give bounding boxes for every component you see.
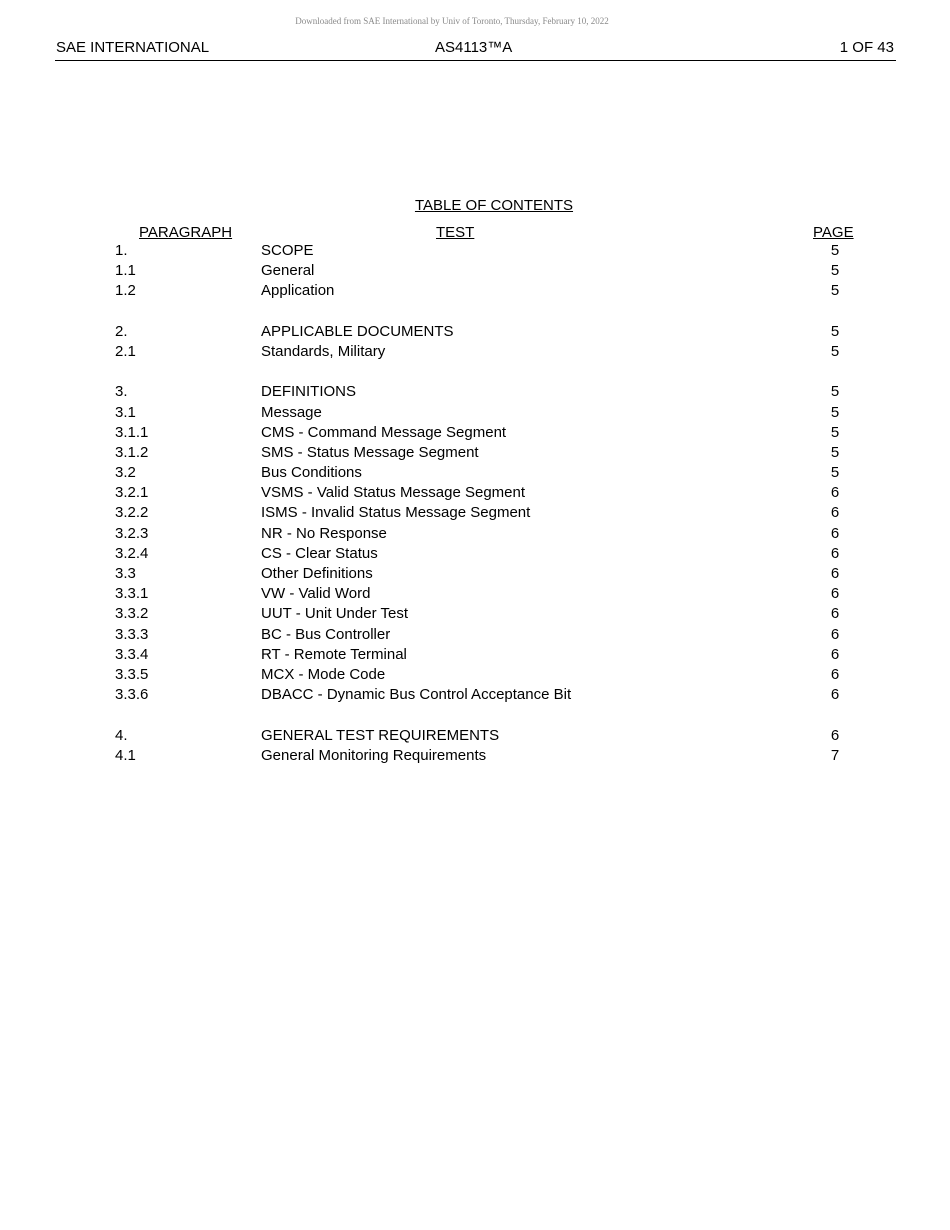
toc-entry-title: ISMS - Invalid Status Message Segment: [261, 504, 531, 522]
toc-entry-page: 5: [830, 282, 840, 300]
toc-entry-title: Other Definitions: [261, 565, 373, 582]
toc-entry: [0, 423, 950, 443]
toc-entry-page: 6: [830, 524, 840, 542]
toc-entry-title: VSMS - Valid Status Message Segment: [261, 484, 526, 502]
toc-entry: [0, 443, 950, 463]
page-header: [55, 38, 896, 61]
toc-entry-title: MCX - Mode Code: [261, 665, 386, 683]
toc-entry: [0, 382, 950, 402]
toc-entry-number: 4.1: [115, 746, 136, 764]
download-watermark: Downloaded from SAE International by Univ of Toronto, Thursday, February 10, 2022: [295, 16, 609, 26]
toc-entry: [0, 322, 950, 342]
toc-entry: [0, 503, 950, 523]
toc-entry-title: APPLICABLE DOCUMENTS: [261, 322, 454, 340]
toc-entry-number: 1.: [115, 242, 128, 259]
toc-entry-page: 5: [830, 443, 840, 461]
toc-entry: [0, 564, 950, 584]
toc-entry-page: 5: [830, 262, 840, 280]
toc-entry-title: SMS - Status Message Segment: [261, 443, 479, 461]
toc-entry-title: General: [261, 262, 315, 280]
toc-entry-page: 5: [830, 383, 840, 401]
toc-entry-page: 5: [830, 322, 840, 340]
toc-entry: [0, 726, 950, 746]
toc-column-page: PAGE: [813, 224, 854, 241]
toc-entry-number: 3.3.6: [115, 686, 149, 704]
header-page-number: 1 OF 43: [839, 39, 894, 56]
toc-entry: [0, 483, 950, 503]
toc-entry-page: 6: [830, 565, 840, 582]
toc-entry-page: 6: [830, 665, 840, 683]
toc-entry-number: 3.3.4: [115, 645, 149, 663]
toc-entry-number: 1.2: [115, 282, 136, 300]
toc-column-paragraph: PARAGRAPH: [139, 224, 233, 241]
toc-entry-number: 3.3.1: [115, 585, 149, 603]
toc-entry: [0, 746, 950, 766]
toc-entry: [0, 241, 950, 261]
toc-entry-number: 1.1: [115, 262, 136, 280]
toc-entry-number: 3.3.5: [115, 665, 149, 683]
toc-entry-title: Standards, Military: [261, 342, 386, 360]
toc-entry-number: 3.1: [115, 403, 136, 421]
toc-entry: [0, 342, 950, 362]
toc-entry-number: 3.3: [115, 565, 136, 582]
toc-entry: [0, 604, 950, 624]
toc-entry-page: 5: [830, 464, 840, 482]
toc-entry-page: 5: [830, 423, 840, 441]
toc-entry-title: BC - Bus Controller: [261, 625, 391, 643]
toc-entry-page: 7: [830, 746, 840, 764]
toc-entry-title: DEFINITIONS: [261, 383, 357, 401]
toc-entry-page: 6: [830, 605, 840, 623]
toc-entry-number: 3.: [115, 383, 128, 401]
toc-entry-page: 5: [830, 342, 840, 360]
toc-list: [0, 241, 950, 766]
toc-entry-page: 6: [830, 645, 840, 663]
toc-entry-page: 5: [830, 403, 840, 421]
toc-entry-page: 6: [830, 726, 840, 744]
toc-entry-title: SCOPE: [261, 242, 314, 259]
header-organization: SAE INTERNATIONAL: [56, 39, 210, 56]
toc-entry-page: 5: [830, 242, 840, 259]
toc-entry-number: 2.1: [115, 342, 136, 360]
toc-entry-page: 6: [830, 585, 840, 603]
toc-entry-title: RT - Remote Terminal: [261, 645, 407, 663]
toc-entry-title: NR - No Response: [261, 524, 387, 542]
toc-entry-title: Message: [261, 403, 322, 421]
toc-column-test: TEST: [436, 224, 475, 241]
toc-entry-number: 3.2.2: [115, 504, 149, 522]
toc-entry: [0, 281, 950, 301]
toc-entry-title: Application: [261, 282, 335, 300]
toc-entry: [0, 463, 950, 483]
toc-entry: [0, 685, 950, 705]
toc-entry-page: 6: [830, 544, 840, 562]
toc-entry-title: UUT - Unit Under Test: [261, 605, 408, 623]
toc-entry-page: 6: [830, 484, 840, 502]
toc-entry-number: 3.1.1: [115, 423, 149, 441]
toc-entry-number: 3.2.1: [115, 484, 149, 502]
header-document-number: AS4113™A: [435, 39, 513, 56]
toc-entry: [0, 625, 950, 645]
toc-title: TABLE OF CONTENTS: [414, 197, 574, 214]
toc-entry-title: Bus Conditions: [261, 464, 362, 482]
toc-entry: [0, 544, 950, 564]
toc-entry-title: CMS - Command Message Segment: [261, 423, 507, 441]
toc-entry: [0, 403, 950, 423]
toc-entry-number: 3.2: [115, 464, 136, 482]
toc-entry-number: 2.: [115, 322, 128, 340]
toc-entry-title: DBACC - Dynamic Bus Control Acceptance Bit: [261, 686, 572, 704]
toc-entry-number: 3.1.2: [115, 443, 149, 461]
toc-entry-number: 3.2.4: [115, 544, 149, 562]
toc-entry-title: GENERAL TEST REQUIREMENTS: [261, 726, 500, 744]
toc-entry-title: CS - Clear Status: [261, 544, 378, 562]
toc-entry: [0, 584, 950, 604]
toc-entry-page: 6: [830, 504, 840, 522]
toc-entry-page: 6: [830, 686, 840, 704]
toc-entry: [0, 645, 950, 665]
toc-entry-number: 3.3.2: [115, 605, 149, 623]
toc-entry-number: 4.: [115, 726, 128, 744]
toc-entry-number: 3.3.3: [115, 625, 149, 643]
toc-entry-title: VW - Valid Word: [261, 585, 371, 603]
toc-entry-page: 6: [830, 625, 840, 643]
toc-entry: [0, 261, 950, 281]
toc-entry: [0, 665, 950, 685]
toc-entry: [0, 524, 950, 544]
toc-entry-title: General Monitoring Requirements: [261, 746, 487, 764]
toc-entry-number: 3.2.3: [115, 524, 149, 542]
